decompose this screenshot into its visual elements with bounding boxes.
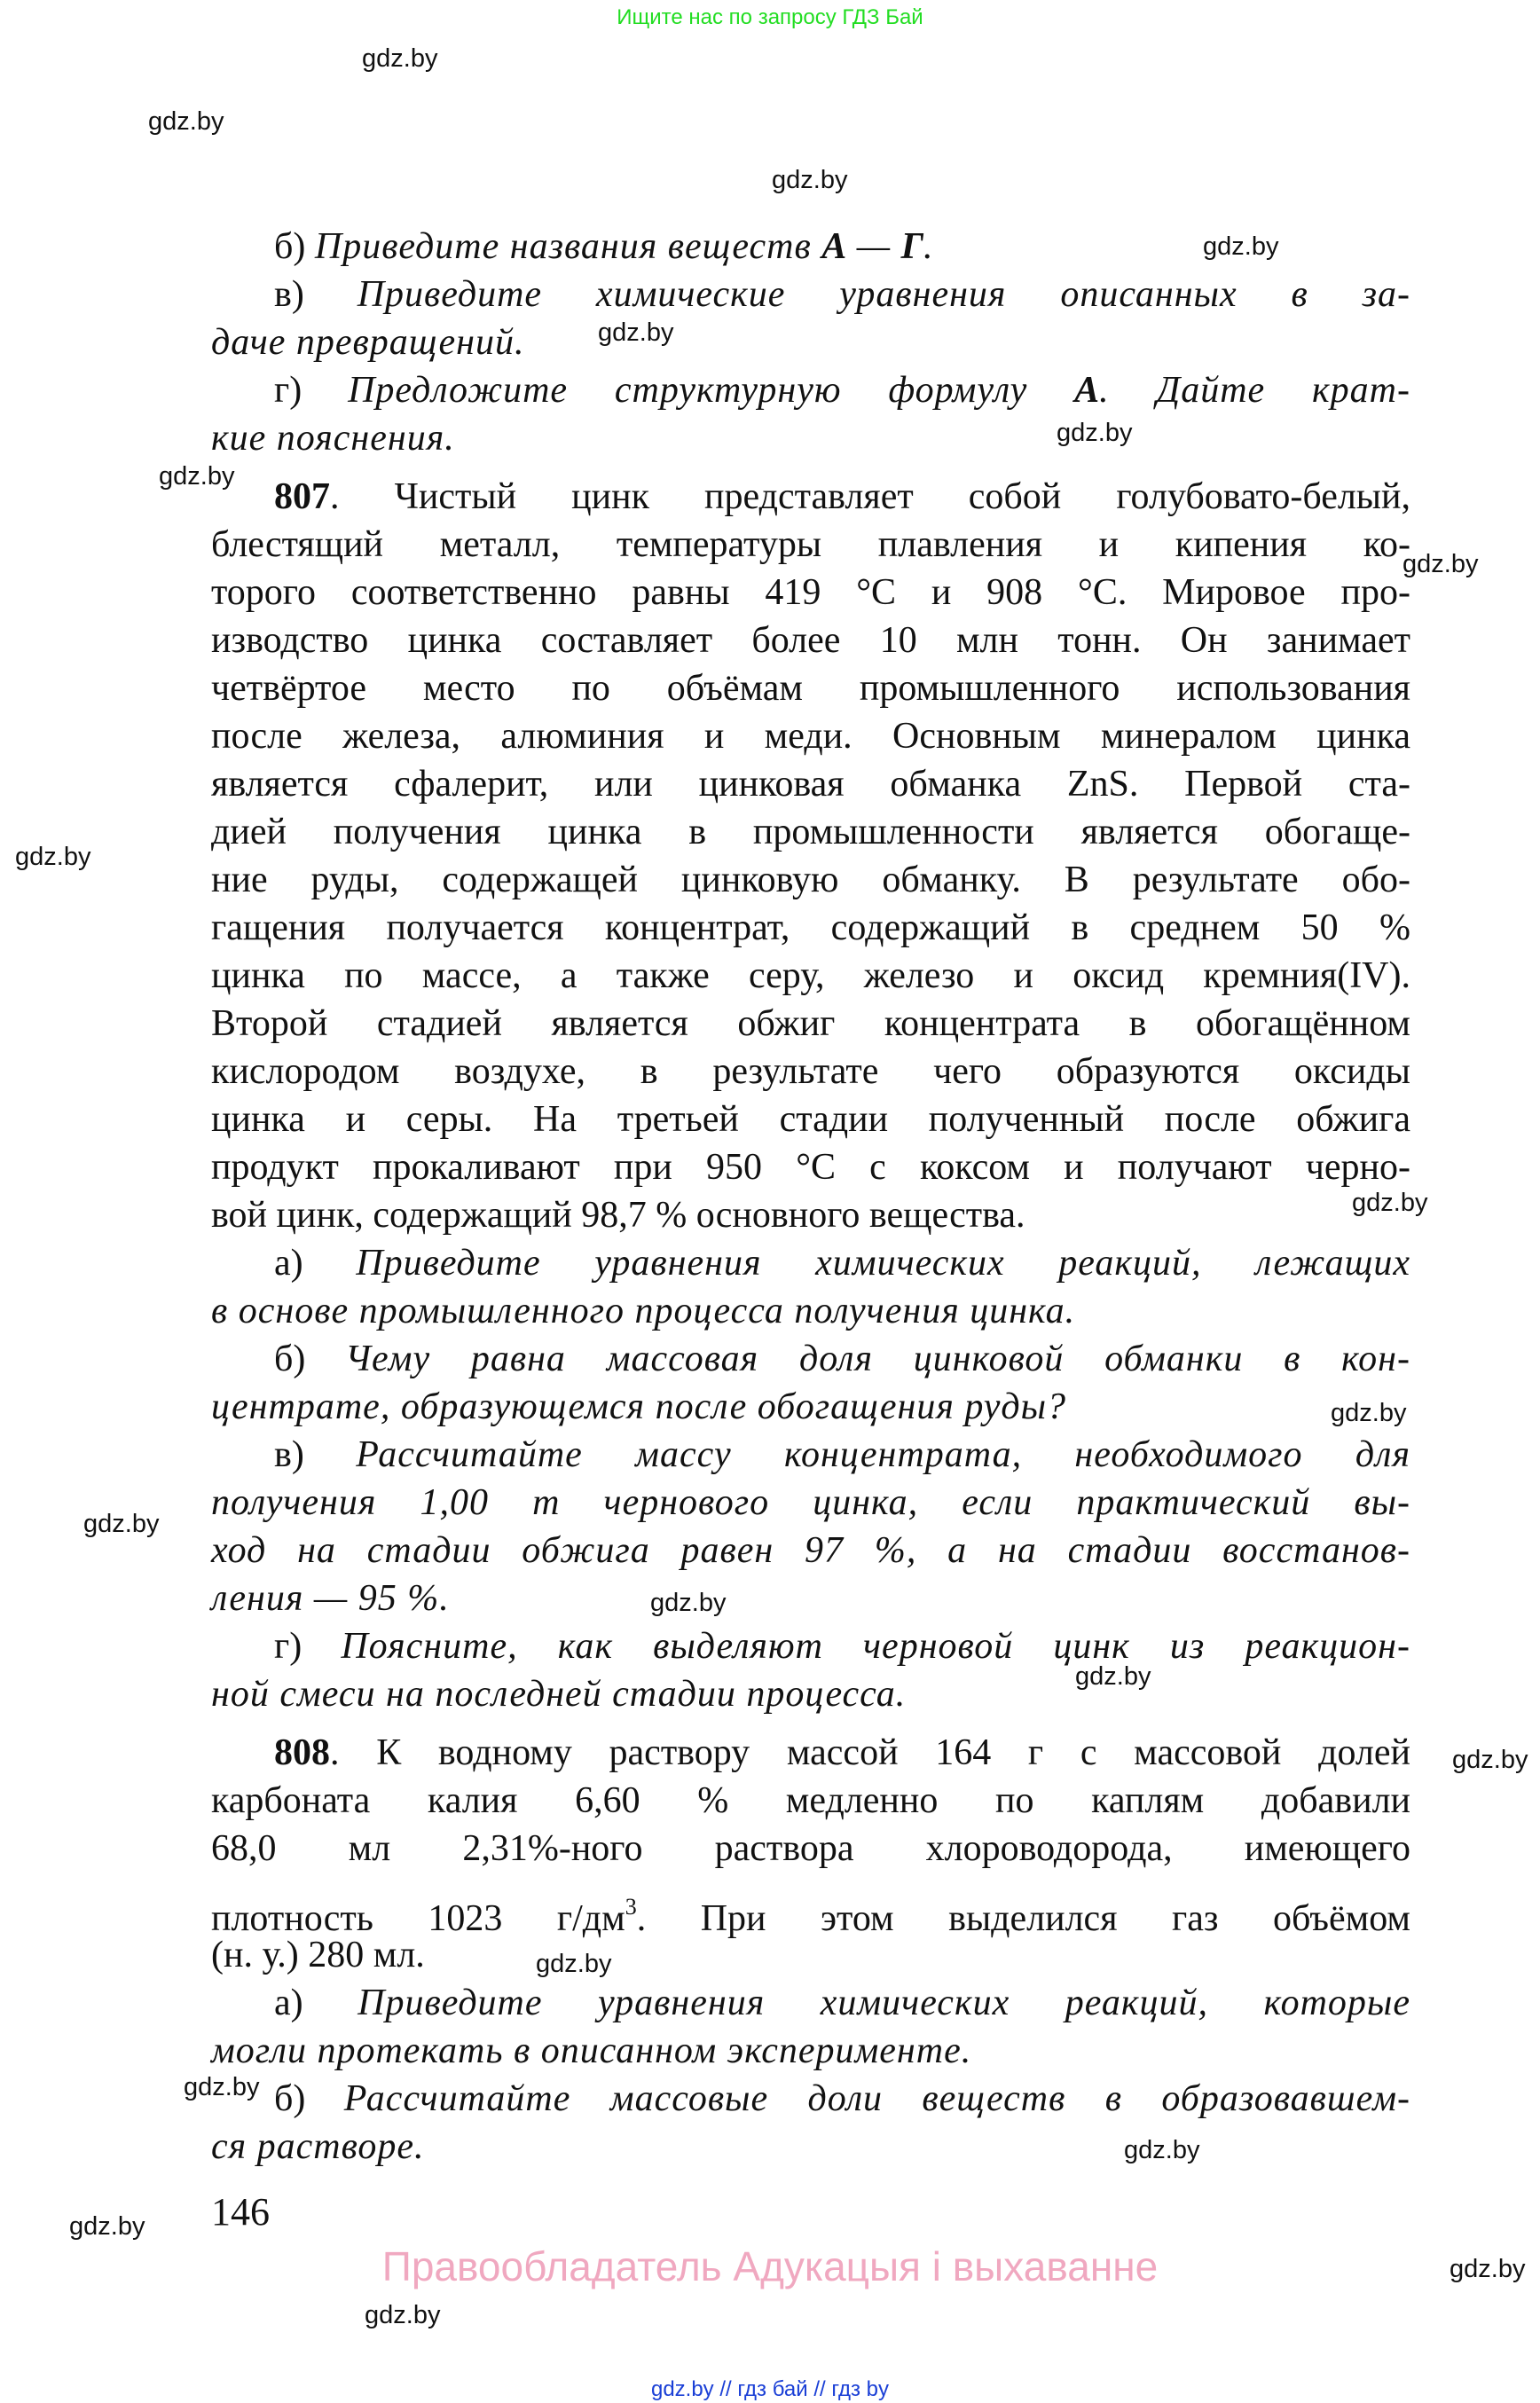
text-segment: цинка и серы. На третьей стадии полученный после обжига xyxy=(211,1099,1410,1140)
page-number: 146 xyxy=(211,2190,270,2234)
text-segment: г) xyxy=(274,370,349,411)
text-segment: б) xyxy=(274,226,315,267)
text-line xyxy=(211,664,1410,712)
text-segment: — xyxy=(846,226,901,267)
text-line xyxy=(211,1239,1410,1287)
text-segment: Приведите уравнения химических реакций, лежащих xyxy=(356,1243,1410,1284)
text-segment: блестящий металл, температуры плавления и кипения ко- xyxy=(211,524,1410,565)
text-segment: после железа, алюминия и меди. Основным минералом цинка xyxy=(211,716,1410,757)
text-segment: в) xyxy=(274,274,358,315)
watermark: gdz.by xyxy=(159,462,235,491)
text-segment: Приведите уравнения химических реакций, которые xyxy=(358,1983,1410,2023)
text-segment: кие пояснения. xyxy=(211,418,455,459)
watermark: gdz.by xyxy=(1402,550,1479,578)
watermark: gdz.by xyxy=(365,2301,441,2329)
text-line xyxy=(211,1335,1410,1383)
text-segment: ход на стадии обжига равен 97 %, а на стадии восстанов- xyxy=(211,1530,1410,1571)
text-line xyxy=(211,952,1410,1000)
page-text xyxy=(211,223,1410,2171)
text-line xyxy=(211,616,1410,664)
text-segment: вой цинк, содержащий 98,7 % основного вещества. xyxy=(211,1195,1025,1236)
copyright-notice: Правообладатель Адукацыя і выхаванне xyxy=(381,2243,1159,2289)
text-segment: Рассчитайте массовые доли веществ в образовавшем- xyxy=(343,2078,1411,2119)
text-segment: могли протекать в описанном эксперименте. xyxy=(211,2030,972,2071)
top-banner[interactable]: Ищите нас по запросу ГДЗ Бай xyxy=(617,5,923,29)
watermark: gdz.by xyxy=(1352,1189,1428,1217)
watermark: gdz.by xyxy=(362,44,438,73)
text-segment: в основе промышленного процесса получения цинка. xyxy=(211,1291,1076,1331)
text-segment: продукт прокаливают при 950 °С с коксом и получают черно- xyxy=(211,1147,1410,1188)
text-line xyxy=(211,1431,1410,1479)
text-segment: . xyxy=(923,226,934,267)
superscript: 3 xyxy=(625,1894,637,1920)
watermark: gdz.by xyxy=(772,166,848,194)
text-segment: четвёртое место по объёмам промышленного использования xyxy=(211,668,1410,709)
text-segment: ся растворе. xyxy=(211,2126,425,2167)
watermark: gdz.by xyxy=(598,318,674,347)
text-line xyxy=(211,1479,1410,1527)
watermark: gdz.by xyxy=(1057,419,1133,447)
watermark: gdz.by xyxy=(1450,2255,1526,2283)
text-segment: А xyxy=(1074,370,1100,411)
text-line xyxy=(211,521,1410,569)
text-segment: г) xyxy=(274,1626,342,1667)
text-segment: . При этом выделился газ объёмом xyxy=(636,1898,1410,1939)
text-segment: торого соответственно равны 419 °С и 908 °С. Мировое про- xyxy=(211,572,1410,613)
text-segment: Предложите структурную формулу xyxy=(348,370,1075,411)
text-line xyxy=(211,1000,1410,1048)
text-line xyxy=(211,856,1410,904)
watermark: gdz.by xyxy=(69,2212,145,2241)
text-line xyxy=(211,808,1410,856)
text-segment: Рассчитайте массу концентрата, необходимого для xyxy=(356,1434,1410,1475)
text-segment: . К водному раствору массой 164 г с массовой долей xyxy=(330,1732,1410,1773)
text-segment: ления — 95 %. xyxy=(211,1578,450,1619)
text-line xyxy=(211,760,1410,808)
text-segment: Г xyxy=(900,226,923,267)
text-segment: гащения получается концентрат, содержащий в среднем 50 % xyxy=(211,907,1410,948)
watermark: gdz.by xyxy=(1075,1662,1151,1691)
watermark: gdz.by xyxy=(1203,232,1279,261)
text-line xyxy=(211,1191,1410,1239)
watermark: gdz.by xyxy=(1331,1399,1407,1427)
text-line xyxy=(211,1622,1410,1670)
text-line xyxy=(211,1095,1410,1143)
text-segment: А xyxy=(821,226,847,267)
text-segment: Чему равна массовая доля цинковой обманки в кон- xyxy=(345,1339,1410,1379)
text-line xyxy=(211,1979,1410,2027)
text-line xyxy=(211,2027,1410,2075)
text-segment: плотность 1023 г/дм xyxy=(211,1898,625,1939)
text-line xyxy=(211,1777,1410,1825)
watermark: gdz.by xyxy=(650,1589,727,1617)
text-segment: Второй стадией является обжиг концентрата в обогащённом xyxy=(211,1003,1410,1044)
text-segment: а) xyxy=(274,1983,358,2023)
bottom-banner[interactable]: gdz.by // гдз бай // гдз by xyxy=(650,2377,890,2401)
text-line xyxy=(211,569,1410,616)
text-segment: 68,0 мл 2,31%-ного раствора хлороводорода, имеющего xyxy=(211,1828,1410,1869)
text-segment: цинка по массе, а также серу, железо и оксид кремния(IV). xyxy=(211,955,1410,996)
text-line xyxy=(211,366,1410,414)
text-segment: в) xyxy=(274,1434,357,1475)
text-segment: получения 1,00 т чернового цинка, если практический вы- xyxy=(211,1482,1410,1523)
text-line xyxy=(211,473,1410,521)
text-segment: даче превращений. xyxy=(211,322,525,363)
watermark: gdz.by xyxy=(536,1950,612,1978)
text-segment: б) xyxy=(274,2078,344,2119)
text-segment: ние руды, содержащей цинковую обманку. В результате обо- xyxy=(211,860,1410,900)
text-segment: 807 xyxy=(274,476,330,517)
text-line xyxy=(211,2123,1410,2171)
text-segment: Приведите химические уравнения описанных в за- xyxy=(357,274,1410,315)
text-line xyxy=(211,1883,1410,1939)
text-segment: а) xyxy=(274,1243,357,1284)
text-line xyxy=(211,1143,1410,1191)
text-line xyxy=(211,1825,1410,1873)
text-segment: Приведите названия веществ xyxy=(314,226,822,267)
watermark: gdz.by xyxy=(1452,1746,1528,1774)
watermark: gdz.by xyxy=(1124,2136,1200,2164)
text-line xyxy=(211,318,1410,366)
text-line xyxy=(211,1287,1410,1335)
text-line xyxy=(211,271,1410,318)
text-segment: Поясните, как выделяют черновой цинк из реакцион- xyxy=(341,1626,1410,1667)
text-segment: б) xyxy=(274,1339,346,1379)
text-segment: дией получения цинка в промышленности является обогаще- xyxy=(211,812,1410,852)
text-segment: изводство цинка составляет более 10 млн тонн. Он занимает xyxy=(211,620,1410,661)
text-segment: карбоната калия 6,60 % медленно по каплям добавили xyxy=(211,1780,1410,1821)
text-line xyxy=(211,904,1410,952)
text-line xyxy=(211,712,1410,760)
text-segment: ной смеси на последней стадии процесса. xyxy=(211,1674,907,1715)
text-line xyxy=(211,1527,1410,1575)
text-line xyxy=(211,1048,1410,1095)
text-line xyxy=(211,1575,1410,1622)
text-segment: кислородом воздухе, в результате чего образуются оксиды xyxy=(211,1051,1410,1092)
watermark: gdz.by xyxy=(83,1510,160,1538)
text-segment: центрате, образующемся после обогащения руды? xyxy=(211,1386,1067,1427)
text-segment: 808 xyxy=(274,1732,330,1773)
text-segment: . Дайте крат- xyxy=(1099,370,1410,411)
watermark: gdz.by xyxy=(148,107,224,136)
text-line xyxy=(211,414,1410,462)
text-line xyxy=(211,1383,1410,1431)
text-line xyxy=(211,2075,1410,2123)
watermark: gdz.by xyxy=(184,2073,260,2101)
text-line xyxy=(211,1729,1410,1777)
text-segment: является сфалерит, или цинковая обманка ZnS. Первой ста- xyxy=(211,764,1410,805)
watermark: gdz.by xyxy=(15,843,91,871)
text-segment: (н. у.) 280 мл. xyxy=(211,1935,425,1975)
text-line xyxy=(211,1670,1410,1718)
text-segment: . Чистый цинк представляет собой голубовато-белый, xyxy=(330,476,1410,517)
